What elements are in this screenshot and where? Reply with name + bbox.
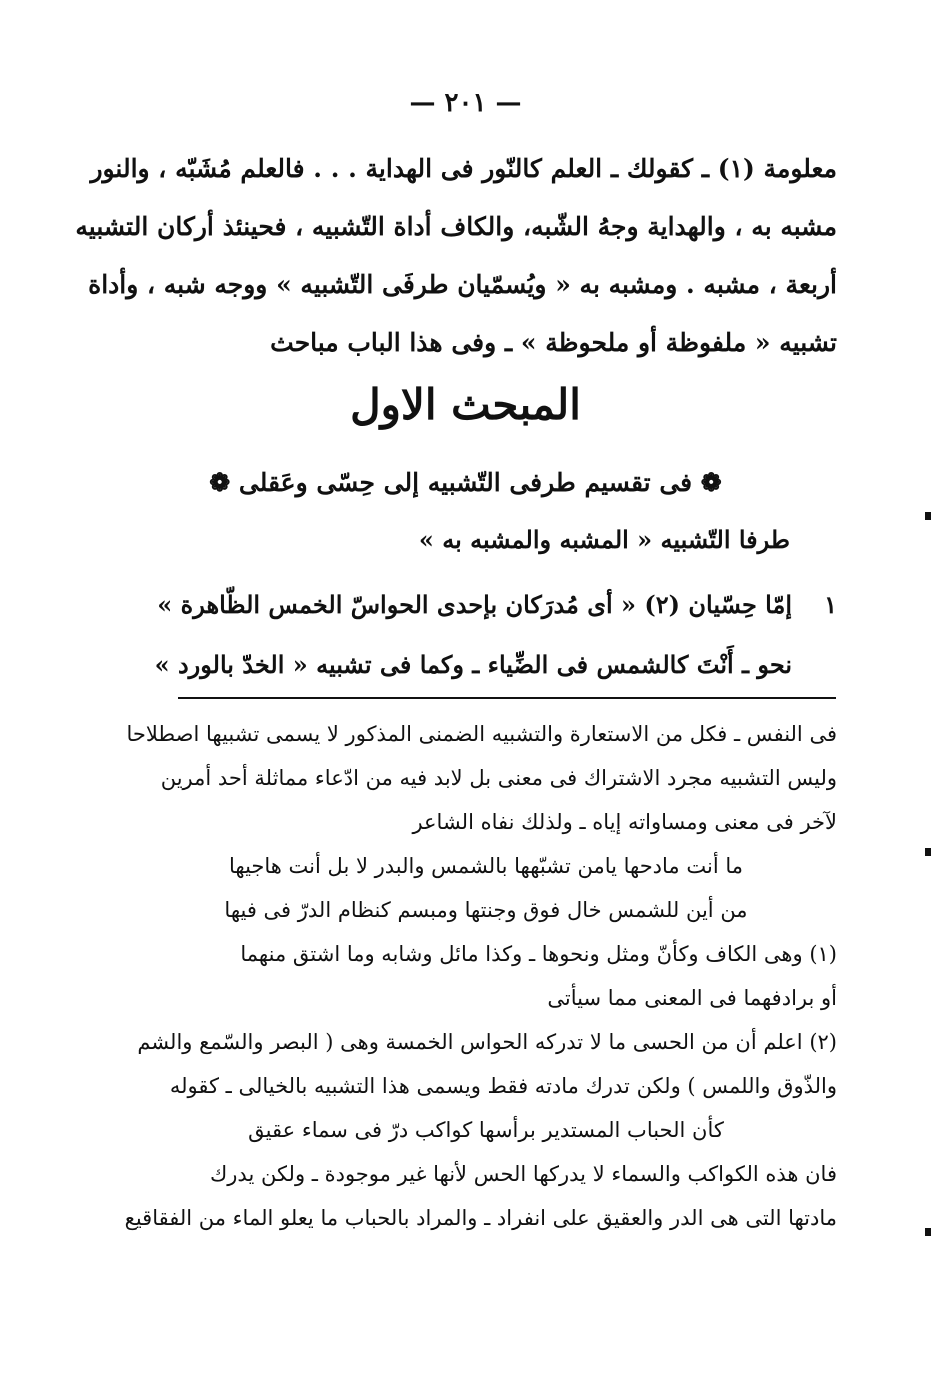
margin-tick — [925, 1228, 931, 1236]
section-title: المبحث الاول — [350, 380, 581, 429]
lead-line: طرفا التّشبيه « المشبه والمشبه به » — [418, 525, 790, 554]
footnote-1-line: أو برادفهما فى المعنى مما سيأتى — [547, 986, 837, 1010]
page-number: — ٢٠١ — — [409, 88, 522, 118]
verse-line: كأن الحباب المستدير برأسها كواكب درّ فى سماء عقيق — [248, 1118, 724, 1142]
item-line: نحو ـ أَنْتَ كالشمس فى الضِّياء ـ وكما فى تشبيه « الخدّ بالورد » — [154, 650, 792, 679]
text-line: مشبه به ، والهداية وجهُ الشّبه، والكاف أداة التّشبيه ، فحينئذ أركان التشبيه — [75, 212, 837, 241]
item-number: ١ — [824, 590, 837, 619]
text-line: معلومة (١) ـ كقولك ـ العلم كالنّور فى الهداية . . . فالعلم مُشَبّه ، والنور — [90, 154, 837, 183]
footnote-line: فى النفس ـ فكل من الاستعارة والتشبيه الضمنى المذكور لا يسمى تشبيها اصطلاحا — [126, 722, 837, 746]
margin-tick — [925, 848, 931, 856]
margin-tick — [925, 512, 931, 520]
footnote-3-line: مادتها التى هى الدر والعقيق على انفراد ـ والمراد بالحباب ما يعلو الماء من الفقاقيع — [124, 1206, 837, 1230]
text-line: أربعة ، مشبه . ومشبه به « ويُسمّيان طرفَى التّشبيه » ووجه شبه ، وأداة — [88, 270, 837, 299]
footnote-1-line: (١) وهى الكاف وكأنّ ومثل ونحوها ـ وكذا مائل وشابه وما اشتق منهما — [240, 942, 837, 966]
item-line: إمّا حِسّيان (٢) « أى مُدرَكان بإحدى الحواسّ الخمس الظّاهرة » — [157, 590, 792, 619]
text-line: تشبيه « ملفوظة أو ملحوظة » ـ وفى هذا الباب مباحث — [270, 328, 837, 357]
section-subtitle: ❁ فى تقسيم طرفى التّشبيه إلى حِسّى وعَقلى ❁ — [209, 468, 722, 497]
footnote-2-line: (٢) اعلم أن من الحسى ما لا تدركه الحواس الخمسة وهى ( البصر والسّمع والشم — [137, 1030, 837, 1054]
footnote-divider — [178, 697, 836, 699]
footnote-3-line: فان هذه الكواكب والسماء لا يدركها الحس لأنها غير موجودة ـ ولكن يدرك — [209, 1162, 837, 1186]
footnote-line: وليس التشبيه مجرد الاشتراك فى معنى بل لابد فيه من ادّعاء مماثلة أحد أمرين — [160, 766, 837, 790]
verse-line: من أين للشمس خال فوق وجنتها ومبسم كنظام الدرّ فى فيها — [224, 898, 748, 922]
verse-line: ما أنت مادحها يامن تشبّهها بالشمس والبدر لا بل أنت هاجيها — [229, 854, 743, 878]
numbered-item — [154, 575, 837, 695]
main-paragraph — [75, 140, 837, 372]
footnote-line: لآخر فى معنى ومساواته إياه ـ ولذلك نفاه الشاعر — [412, 810, 837, 834]
footnote-2-line: والذّوق واللمس ) ولكن تدرك مادته فقط ويسمى هذا التشبيه بالخيالى ـ كقوله — [169, 1074, 837, 1098]
footnotes — [124, 712, 837, 1240]
